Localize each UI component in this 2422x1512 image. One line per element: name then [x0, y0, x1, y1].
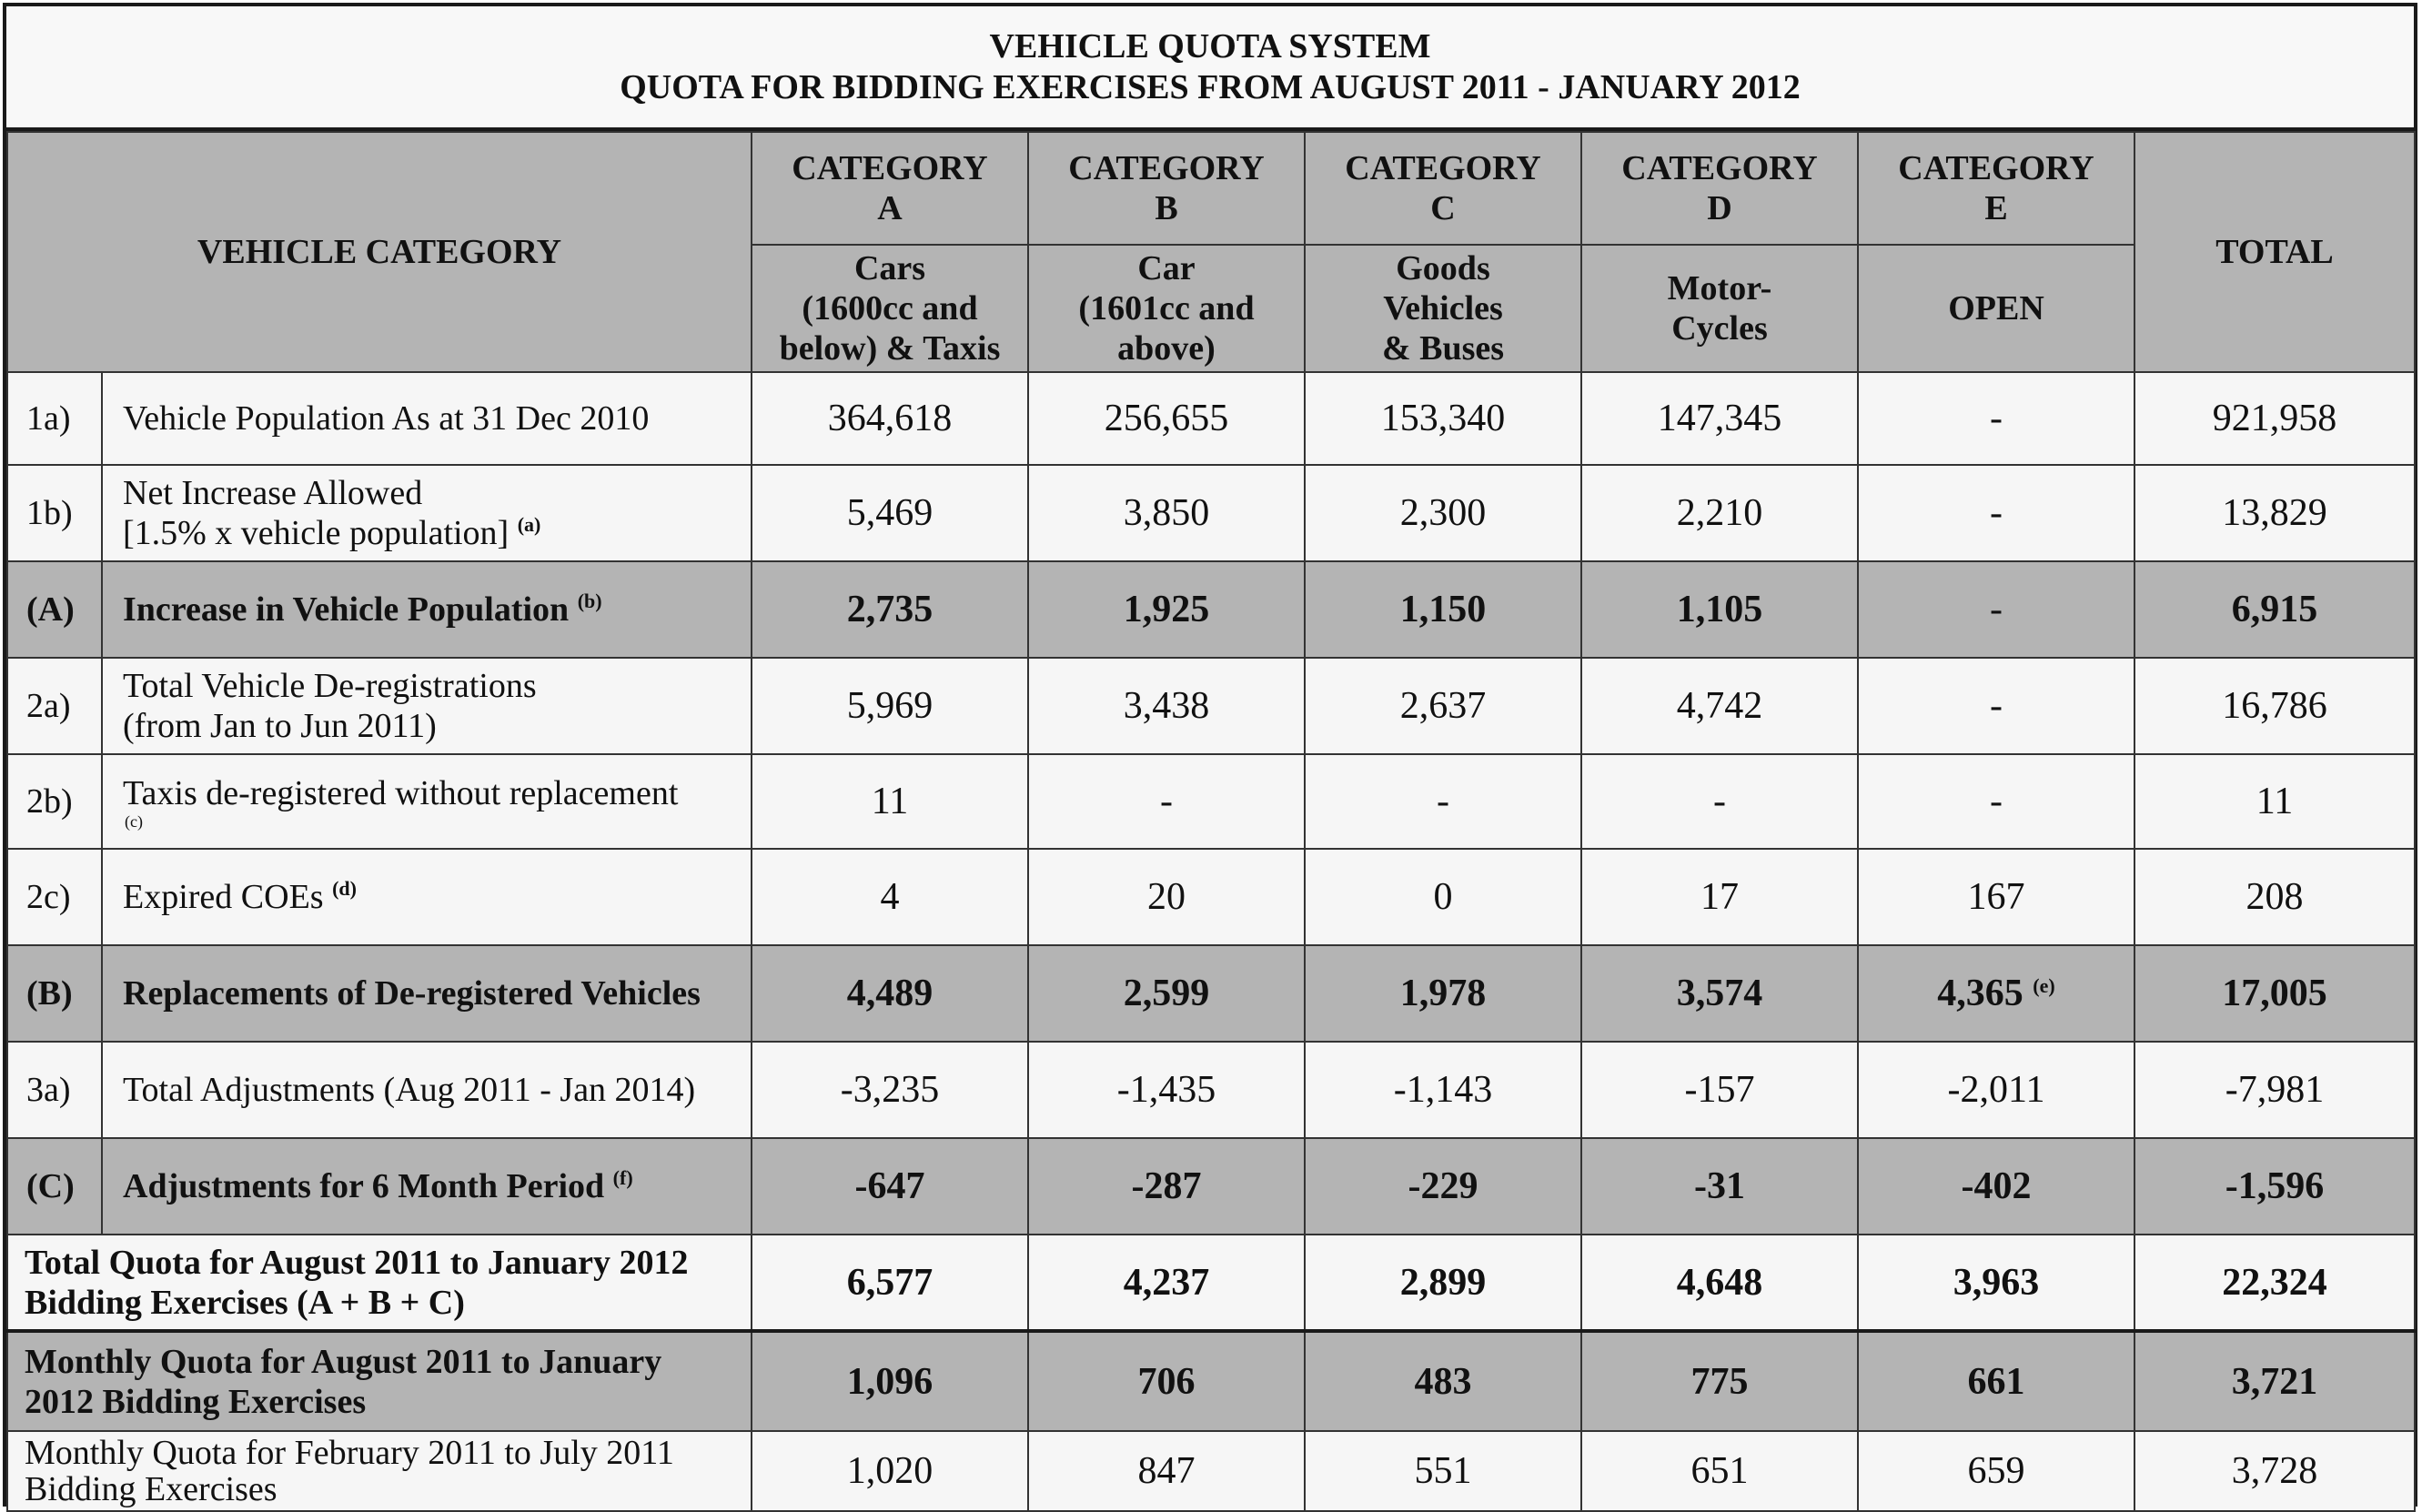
table-row-subtotal: [7, 1138, 2415, 1235]
label-line-1: Monthly Quota for February 2011 to July 2011: [25, 1434, 674, 1472]
cell-cat-b: 1,925: [1028, 561, 1305, 658]
cell-cat-b: 3,438: [1028, 658, 1305, 754]
cat-b-code-1: CATEGORY: [1068, 149, 1265, 187]
cell-total: 208: [2134, 849, 2415, 945]
cell-cat-b: -287: [1028, 1138, 1305, 1235]
footnote-marker: (a): [517, 513, 541, 536]
cell-cat-c: 551: [1305, 1431, 1581, 1511]
cell-cat-b: 4,237: [1028, 1235, 1305, 1331]
cell-cat-b: -: [1028, 754, 1305, 849]
label-line-2: 2012 Bidding Exercises: [25, 1382, 367, 1421]
cell-cat-e: -402: [1858, 1138, 2134, 1235]
cell-cat-e: 661: [1858, 1331, 2134, 1431]
cell-cat-a: 4: [752, 849, 1028, 945]
cell-total: 16,786: [2134, 658, 2415, 754]
category-a-header: [752, 132, 1028, 245]
row-label: Replacements of De-registered Vehicles: [102, 945, 752, 1042]
cell-cat-c: 2,300: [1305, 465, 1581, 561]
row-label-line-1: Net Increase Allowed: [123, 474, 423, 512]
row-label-line-1: Total Vehicle De-registrations: [123, 667, 537, 705]
row-index: (B): [7, 945, 102, 1042]
cell-cat-b: 2,599: [1028, 945, 1305, 1042]
cell-cat-e: -: [1858, 561, 2134, 658]
category-b-header: [1028, 132, 1305, 245]
cell-cat-a: -3,235: [752, 1042, 1028, 1138]
cell-cat-e: -: [1858, 754, 2134, 849]
quota-table: [6, 131, 2416, 1512]
cell-cat-d: 1,105: [1581, 561, 1858, 658]
cell-total: 6,915: [2134, 561, 2415, 658]
vehicle-category-header: VEHICLE CATEGORY: [7, 132, 752, 372]
cell-cat-a: -647: [752, 1138, 1028, 1235]
cat-c-desc-3: & Buses: [1381, 329, 1505, 368]
cat-a-desc-1: Cars: [853, 249, 926, 287]
cell-total: 11: [2134, 754, 2415, 849]
total-quota-label: [7, 1235, 752, 1331]
table-row: [7, 754, 2415, 849]
cat-a-code-2: A: [877, 189, 903, 227]
cell-cat-b: 256,655: [1028, 372, 1305, 465]
cell-cat-a: 5,969: [752, 658, 1028, 754]
cat-d-desc-2: Cycles: [1671, 309, 1768, 348]
cell-cat-c: 483: [1305, 1331, 1581, 1431]
cell-cat-e: -2,011: [1858, 1042, 2134, 1138]
cell-cat-a: 364,618: [752, 372, 1028, 465]
monthly-quota-row: [7, 1331, 2415, 1431]
cell-cat-a: 2,735: [752, 561, 1028, 658]
cell-cat-b: 847: [1028, 1431, 1305, 1511]
cat-b-desc-3: above): [1117, 329, 1216, 368]
cell-cat-e: [1858, 945, 2134, 1042]
cell-total: 22,324: [2134, 1235, 2415, 1331]
cat-a-desc-2: (1600cc and: [802, 289, 978, 328]
quota-table-document: [3, 3, 2417, 1507]
row-index: 2c): [7, 849, 102, 945]
cell-cat-d: 4,648: [1581, 1235, 1858, 1331]
cat-d-code-2: D: [1707, 189, 1732, 227]
cell-cat-d: -31: [1581, 1138, 1858, 1235]
cell-total: 3,721: [2134, 1331, 2415, 1431]
row-label: [102, 754, 752, 849]
cell-cat-d: 17: [1581, 849, 1858, 945]
row-label: [102, 465, 752, 561]
row-label: [102, 1138, 752, 1235]
cell-cat-a: 5,469: [752, 465, 1028, 561]
table-row-subtotal: [7, 945, 2415, 1042]
row-label-line-2: [1.5% x vehicle population]: [123, 514, 510, 552]
cell-cat-c: 153,340: [1305, 372, 1581, 465]
row-label: [102, 849, 752, 945]
cell-cat-c: 1,150: [1305, 561, 1581, 658]
cell-cat-a: 1,096: [752, 1331, 1028, 1431]
cell-total: -7,981: [2134, 1042, 2415, 1138]
row-label-line-1: Increase in Vehicle Population: [123, 590, 570, 629]
cell-cat-c: 2,899: [1305, 1235, 1581, 1331]
cell-cat-a: 11: [752, 754, 1028, 849]
cell-cat-d: 3,574: [1581, 945, 1858, 1042]
header-row-codes: [7, 132, 2415, 245]
cell-cat-d: -157: [1581, 1042, 1858, 1138]
category-c-header: [1305, 132, 1581, 245]
cell-value: 4,365: [1937, 973, 2023, 1014]
row-label: [102, 658, 752, 754]
footnote-marker: (e): [2033, 974, 2055, 997]
cat-d-code-1: CATEGORY: [1621, 149, 1818, 187]
cell-cat-d: 4,742: [1581, 658, 1858, 754]
row-label: [102, 561, 752, 658]
cell-cat-d: 651: [1581, 1431, 1858, 1511]
cell-cat-e: -: [1858, 465, 2134, 561]
cell-cat-c: 1,978: [1305, 945, 1581, 1042]
table-title: [6, 6, 2414, 131]
cell-cat-a: 4,489: [752, 945, 1028, 1042]
row-label-line-1: Taxis de-registered without replacement: [123, 774, 679, 812]
title-line-2: QUOTA FOR BIDDING EXERCISES FROM AUGUST 2011 - JANUARY 2012: [620, 67, 1801, 106]
cell-cat-e: 3,963: [1858, 1235, 2134, 1331]
table-row: [7, 372, 2415, 465]
cell-cat-e: -: [1858, 372, 2134, 465]
cat-b-code-2: B: [1155, 189, 1178, 227]
cat-b-desc-1: Car: [1137, 249, 1196, 287]
footnote-marker: (d): [332, 877, 357, 900]
row-index: (A): [7, 561, 102, 658]
cat-c-desc-1: Goods: [1396, 249, 1490, 287]
category-a-description: [752, 245, 1028, 372]
label-line-1: Monthly Quota for August 2011 to January: [25, 1342, 662, 1381]
cell-cat-d: 147,345: [1581, 372, 1858, 465]
cell-cat-d: 2,210: [1581, 465, 1858, 561]
category-c-description: [1305, 245, 1581, 372]
cell-cat-c: 0: [1305, 849, 1581, 945]
cell-total: 17,005: [2134, 945, 2415, 1042]
category-b-description: [1028, 245, 1305, 372]
row-index: (C): [7, 1138, 102, 1235]
category-e-header: [1858, 132, 2134, 245]
cell-cat-b: 706: [1028, 1331, 1305, 1431]
table-row: [7, 465, 2415, 561]
total-header: TOTAL: [2134, 132, 2415, 372]
row-label-line-1: Adjustments for 6 Month Period: [123, 1167, 605, 1205]
cell-cat-d: -: [1581, 754, 1858, 849]
cell-cat-c: -1,143: [1305, 1042, 1581, 1138]
row-label-line-2: (from Jan to Jun 2011): [123, 707, 437, 745]
label-line-1: Total Quota for August 2011 to January 2012: [25, 1243, 689, 1282]
cat-c-desc-2: Vehicles: [1383, 289, 1503, 328]
cell-cat-b: 3,850: [1028, 465, 1305, 561]
cat-c-code-2: C: [1430, 189, 1456, 227]
row-label-line-1: Expired COEs: [123, 878, 324, 916]
cell-cat-d: 775: [1581, 1331, 1858, 1431]
title-line-1: VEHICLE QUOTA SYSTEM: [989, 26, 1431, 66]
cat-e-code-2: E: [1984, 189, 2008, 227]
row-index: 1a): [7, 372, 102, 465]
footnote-marker: (f): [612, 1166, 633, 1189]
cell-cat-c: -: [1305, 754, 1581, 849]
previous-monthly-quota-label: [7, 1431, 752, 1511]
table-row: [7, 849, 2415, 945]
cat-b-desc-2: (1601cc and: [1078, 289, 1255, 328]
row-index: 1b): [7, 465, 102, 561]
cell-cat-c: 2,637: [1305, 658, 1581, 754]
footnote-marker: (b): [577, 590, 602, 612]
cat-d-desc-1: Motor-: [1667, 269, 1772, 307]
monthly-quota-label: [7, 1331, 752, 1431]
previous-monthly-quota-row: [7, 1431, 2415, 1511]
table-row-subtotal: [7, 561, 2415, 658]
cell-total: 13,829: [2134, 465, 2415, 561]
cell-cat-a: 6,577: [752, 1235, 1028, 1331]
cell-cat-a: 1,020: [752, 1431, 1028, 1511]
row-label: Total Adjustments (Aug 2011 - Jan 2014): [102, 1042, 752, 1138]
cell-cat-b: 20: [1028, 849, 1305, 945]
cell-total: -1,596: [2134, 1138, 2415, 1235]
category-d-description: [1581, 245, 1858, 372]
cell-total: 921,958: [2134, 372, 2415, 465]
label-line-2: Bidding Exercises: [25, 1470, 278, 1508]
cell-total: 3,728: [2134, 1431, 2415, 1511]
cell-cat-e: -: [1858, 658, 2134, 754]
cat-e-code-1: CATEGORY: [1898, 149, 2094, 187]
row-index: 2a): [7, 658, 102, 754]
cell-cat-e: 167: [1858, 849, 2134, 945]
row-label: Vehicle Population As at 31 Dec 2010: [102, 372, 752, 465]
cat-a-code-1: CATEGORY: [792, 149, 988, 187]
cell-cat-e: 659: [1858, 1431, 2134, 1511]
label-line-2: Bidding Exercises (A + B + C): [25, 1283, 465, 1322]
cell-cat-b: -1,435: [1028, 1042, 1305, 1138]
category-d-header: [1581, 132, 1858, 245]
table-row: [7, 658, 2415, 754]
cat-c-code-1: CATEGORY: [1345, 149, 1541, 187]
total-quota-row: [7, 1235, 2415, 1331]
footnote-marker: (c): [125, 812, 143, 831]
cat-a-desc-3: below) & Taxis: [779, 329, 1001, 368]
table-row: [7, 1042, 2415, 1138]
category-e-description: OPEN: [1858, 245, 2134, 372]
cell-cat-c: -229: [1305, 1138, 1581, 1235]
row-index: 2b): [7, 754, 102, 849]
row-index: 3a): [7, 1042, 102, 1138]
